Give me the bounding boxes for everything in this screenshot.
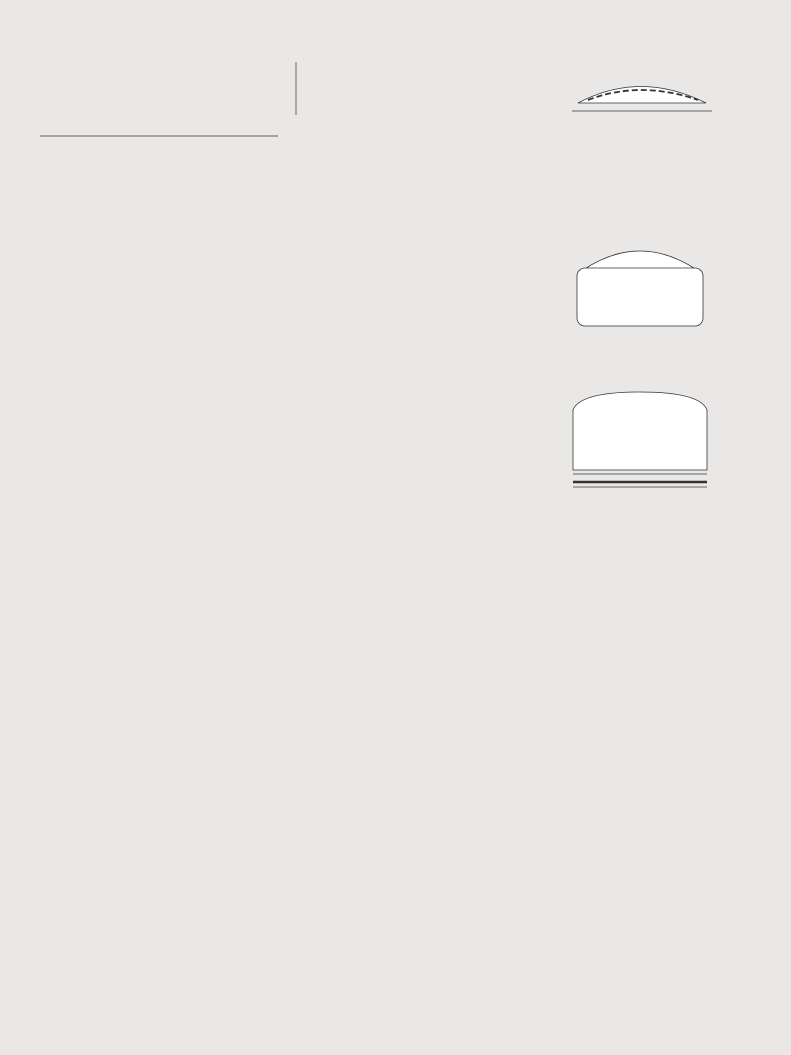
bottom-small-diagram — [573, 392, 707, 487]
top-small-diagram — [572, 87, 712, 112]
side-small-diagram — [577, 251, 703, 326]
